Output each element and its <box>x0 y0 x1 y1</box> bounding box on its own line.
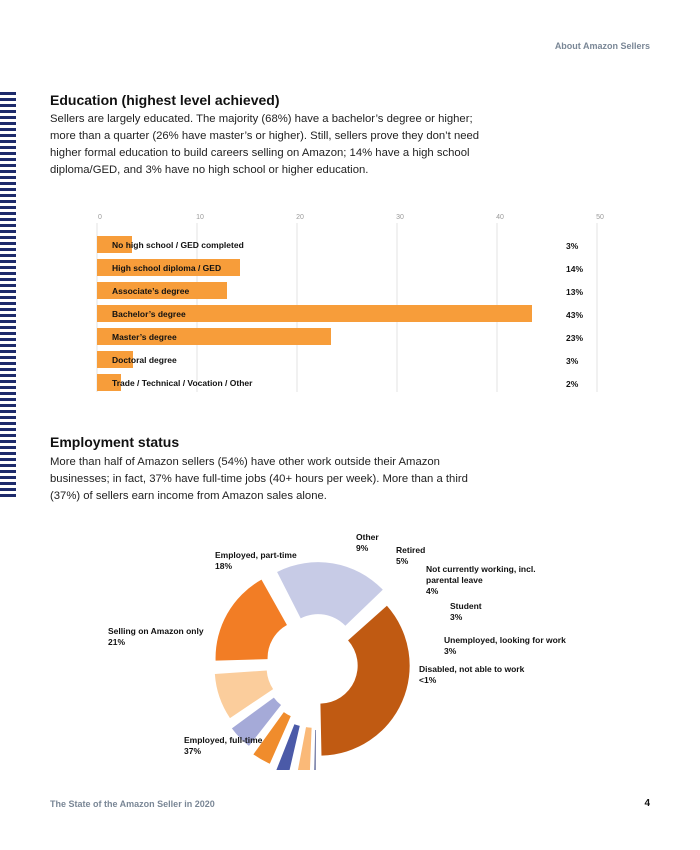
donut-label-unemployed-looking-for-work: Unemployed, looking for work 3% <box>444 635 566 656</box>
bar-category-label: Master’s degree <box>112 332 177 342</box>
donut-label-not-currently-working-incl-parental-leave: Not currently working, incl. parental leave 4% <box>426 564 536 596</box>
bar-category-label: Doctoral degree <box>112 355 177 365</box>
donut-slice-selling-on-amazon-only <box>277 562 383 626</box>
section-label: About Amazon Sellers <box>554 41 650 51</box>
donut-label-disabled-not-able-to-work: Disabled, not able to work <1% <box>419 664 525 685</box>
bar-value-label: 23% <box>566 333 584 343</box>
page-number: 4 <box>644 798 650 809</box>
bar-value-label: 2% <box>566 379 579 389</box>
x-tick-label: 50 <box>596 214 604 221</box>
donut-slice-unemployed-looking-for-work <box>296 727 311 770</box>
bar-value-label: 13% <box>566 287 584 297</box>
report-title: The State of the Amazon Seller in 2020 <box>50 799 215 809</box>
education-title: Education (highest level achieved) <box>50 92 280 108</box>
bar-category-label: High school diploma / GED <box>112 263 222 273</box>
employment-title: Employment status <box>50 434 180 450</box>
bar-category-label: Associate’s degree <box>112 286 190 296</box>
donut-slice-employed-full-time <box>320 606 409 756</box>
bar-category-label: Trade / Technical / Vocation / Other <box>112 378 253 388</box>
bar-category-label: No high school / GED completed <box>112 240 244 250</box>
education-bar-chart <box>0 205 700 400</box>
employment-donut-chart <box>0 520 700 770</box>
donut-label-selling-on-amazon-only: Selling on Amazon only 21% <box>108 626 204 647</box>
x-tick-label: 10 <box>196 214 204 221</box>
x-tick-label: 30 <box>396 214 404 221</box>
bar-value-label: 14% <box>566 264 584 274</box>
education-body: Sellers are largely educated. The majority (68%) have a bachelor’s degree or higher; more than a quarter (26% have master’s or higher). Still, sellers prove they don’t need higher formal education to build careers selling on Amazon; 14% have a high school diploma/GED, and 3% have no high school or higher education. <box>50 113 480 176</box>
bar-value-label: 43% <box>566 310 584 320</box>
donut-slice-disabled-not-able-to-work <box>314 730 315 770</box>
donut-label-retired: Retired 5% <box>396 545 426 566</box>
x-tick-label: 20 <box>296 214 304 221</box>
bar-value-label: 3% <box>566 241 579 251</box>
donut-label-employed-full-time: Employed, full-time 37% <box>184 735 263 756</box>
donut-label-employed-part-time: Employed, part-time 18% <box>215 550 297 571</box>
x-tick-label: 0 <box>98 214 102 221</box>
donut-label-student: Student 3% <box>450 601 482 622</box>
x-tick-label: 40 <box>496 214 504 221</box>
employment-body: More than half of Amazon sellers (54%) have other work outside their Amazon businesses; in fact, 37% have full-time jobs (40+ hours per week). More than a third (37%) of sellers earn income from Amazon sales alone. <box>50 456 468 502</box>
bar-value-label: 3% <box>566 356 579 366</box>
bar-category-label: Bachelor’s degree <box>112 309 186 319</box>
donut-label-other: Other 9% <box>356 532 379 553</box>
donut-slice-employed-part-time <box>216 580 287 661</box>
